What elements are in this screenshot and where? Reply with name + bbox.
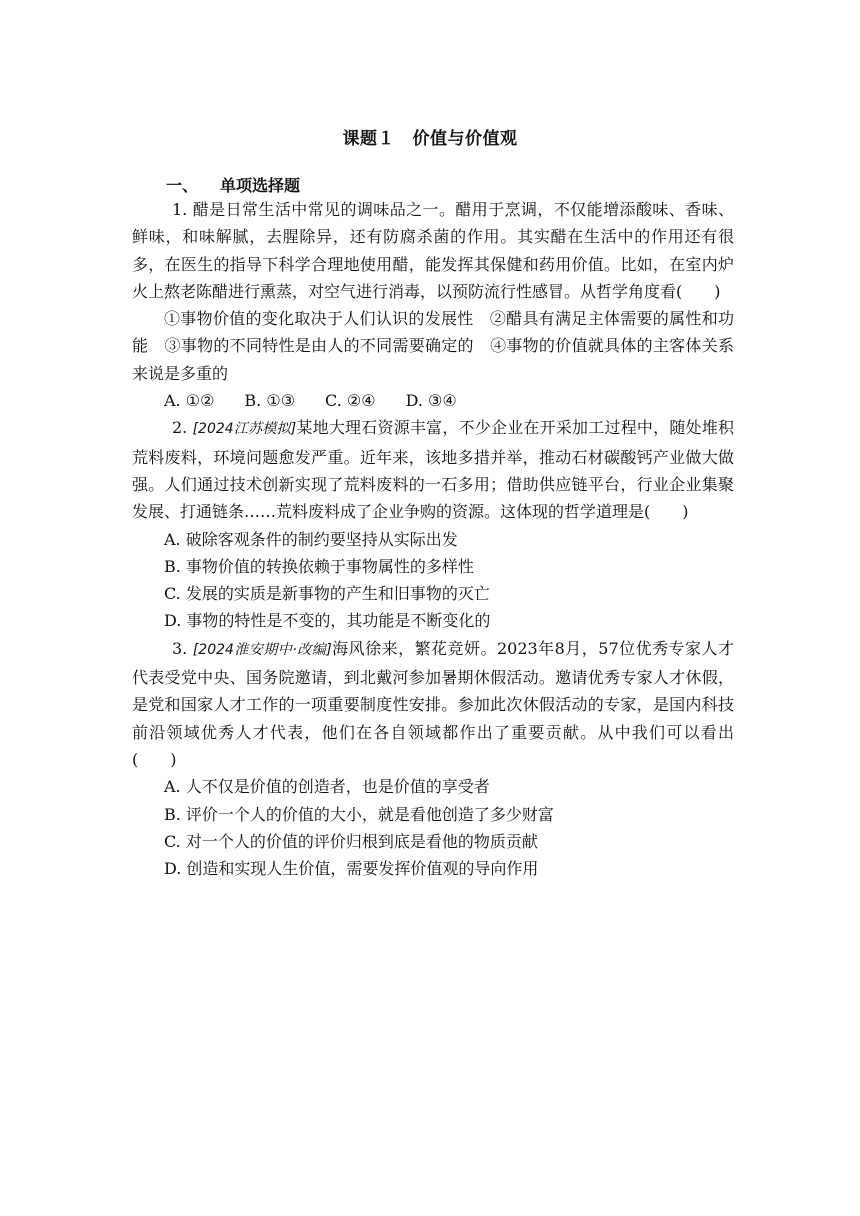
option-b: B. 评价一个人的价值的大小，就是看他创造了多少财富	[164, 804, 554, 824]
question-1-options	[132, 387, 734, 414]
option-a: A. ①②	[164, 391, 215, 411]
option-d: D. ③④	[405, 391, 457, 411]
section-number: 一、	[166, 176, 199, 195]
question-number: 1.	[172, 200, 188, 219]
option-b: B. 事物价值的转换依赖于事物属性的多样性	[164, 556, 474, 576]
question-source: [2024江苏模拟]	[192, 421, 297, 438]
question-number: 2.	[172, 418, 188, 438]
option-d: D. 事物的特性是不变的，其功能是不断变化的	[164, 611, 491, 631]
option-a: A. 人不仅是价值的创造者，也是价值的享受者	[164, 777, 490, 797]
option-c: C. ②④	[325, 391, 376, 411]
option-a: A. 破除客观条件的制约要坚持从实际出发	[164, 529, 458, 549]
question-list	[132, 196, 734, 882]
section-label: 单项选择题	[220, 176, 301, 195]
question-2-stem: 2. [2024江苏模拟]某地大理石资源丰富，不少企业在开采加工过程中，随处堆积荒料废料，环境问题愈发严重。近年来，该地多措并举，推动石材碳酸钙产业做大做强。人们通过技术创新实现了荒料废料的一石多用；借助供应链平台，行业企业集聚发展、打通链条……荒料废料成了企业争购的资源。这体现的哲学道理是( )	[132, 418, 734, 522]
question-number: 3.	[172, 638, 188, 658]
section-heading	[166, 173, 300, 196]
question-3	[132, 635, 734, 883]
question-1	[132, 196, 734, 414]
option-d: D. 创造和实现人生价值，需要发挥价值观的导向作用	[164, 859, 539, 879]
question-1-statements: ①事物价值的变化取决于人们认识的发展性 ②醋具有满足主体需要的属性和功能 ③事物的不同特性是由人的不同需要确定的 ④事物的价值就具体的主客体关系来说是多重的	[132, 309, 734, 383]
page-title: 课题１ 价值与价值观	[342, 129, 518, 149]
question-source: [2024淮安期中·改编]	[192, 641, 332, 658]
question-3-stem: 3. [2024淮安期中·改编]海风徐来，繁花竞妍。2023年8月，57位优秀专家人才代表受党中央、国务院邀请，到北戴河参加暑期休假活动。邀请优秀专家人才休假，是党和国家人才工作的一项重要制度性安排。参加此次休假活动的专家，是国内科技前沿领域优秀人才代表，他们在各自领域都作出了重要贡献。从中我们可以看出( )	[132, 638, 734, 769]
question-2	[132, 414, 734, 634]
option-c: C. 对一个人的价值的评价归根到底是看他的物质贡献	[164, 831, 538, 851]
question-1-stem: 1. 醋是日常生活中常见的调味品之一。醋用于烹调，不仅能增添酸味、香味、鲜味，和味解腻，去腥除异，还有防腐杀菌的作用。其实醋在生活中的作用还有很多，在医生的指导下科学合理地使用醋，能发挥其保健和药用价值。比如，在室内炉火上熬老陈醋进行熏蒸，对空气进行消毒，以预防流行性感冒。从哲学角度看( )	[132, 200, 734, 301]
option-b: B. ①③	[244, 391, 296, 411]
option-c: C. 发展的实质是新事物的产生和旧事物的灭亡	[164, 584, 490, 604]
